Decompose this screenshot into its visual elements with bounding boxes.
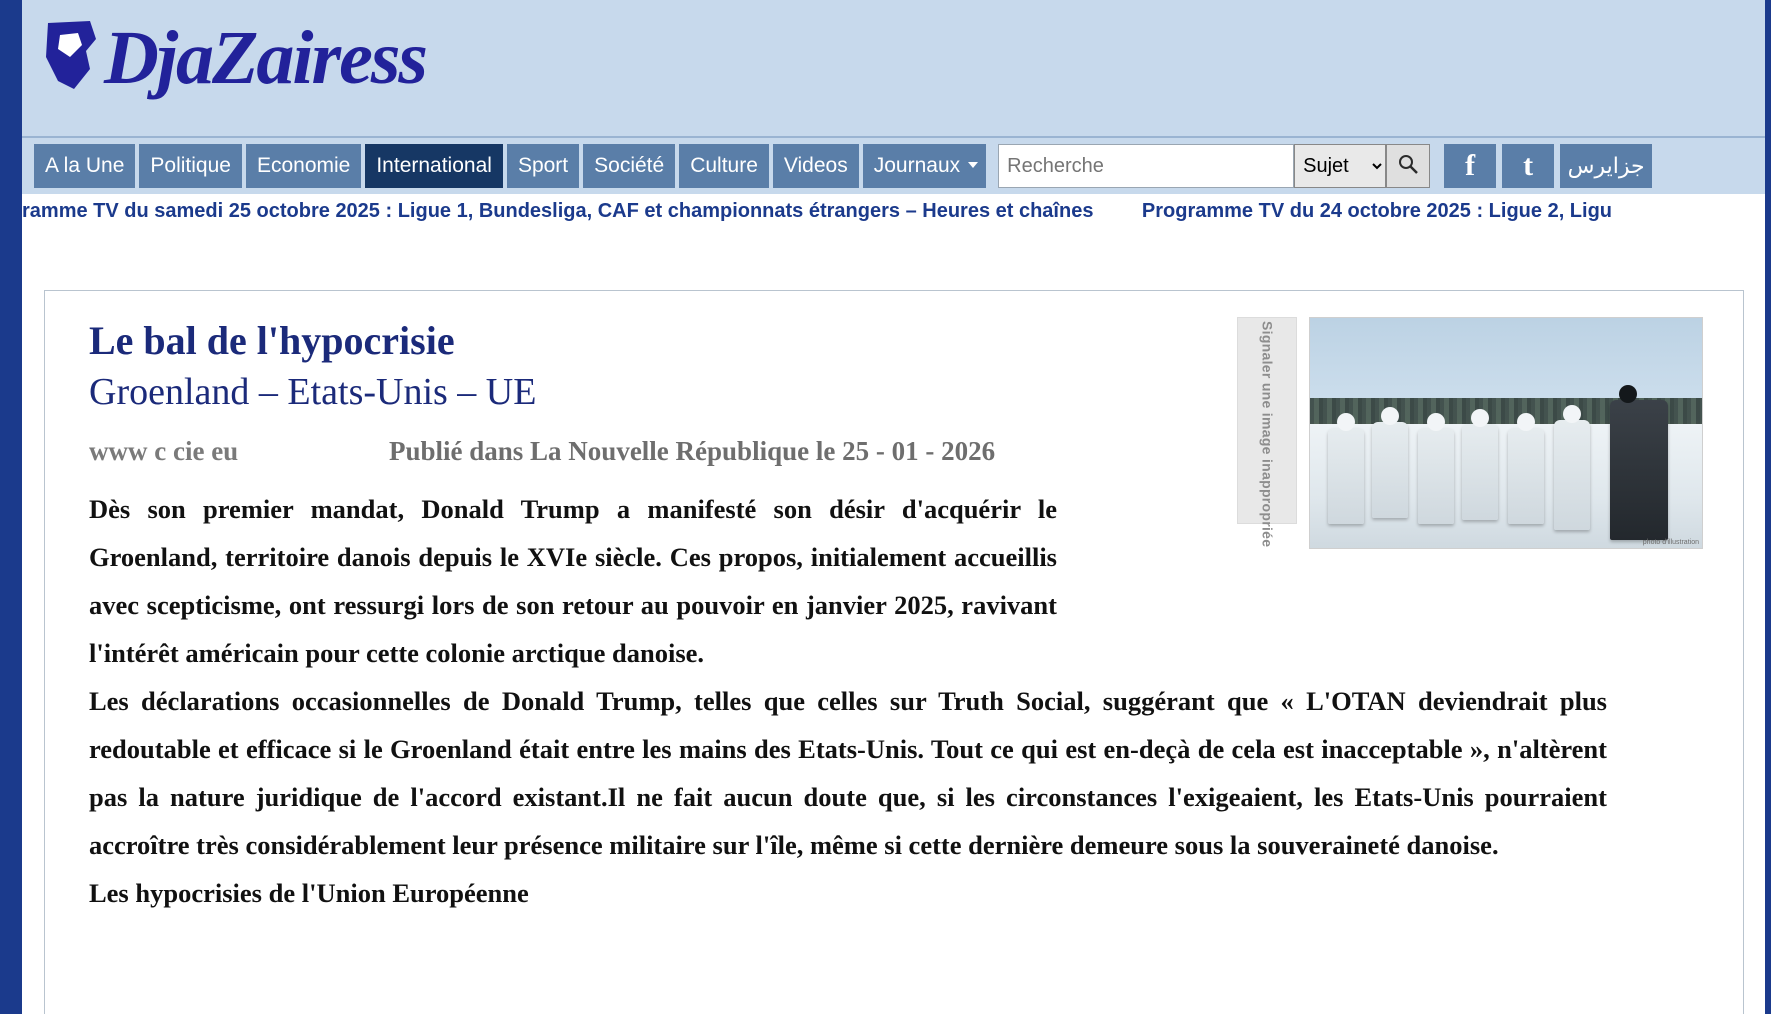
article-published: Publié dans La Nouvelle République le 25 - 01 - 2026 bbox=[389, 436, 996, 466]
photo-soldier bbox=[1462, 424, 1498, 520]
nav-item-a-la-une[interactable]: A la Une bbox=[34, 144, 135, 188]
arabic-version-button[interactable]: جزايرس bbox=[1560, 144, 1652, 188]
nav-item-international[interactable]: International bbox=[365, 144, 503, 188]
photo-soldier bbox=[1508, 428, 1544, 524]
nav-item-societe[interactable]: Société bbox=[583, 144, 675, 188]
article-subtitle: Groenland – Etats-Unis – UE bbox=[89, 371, 537, 413]
article-paragraph: Dès son premier mandat, Donald Trump a manifesté son désir d'acquérir le Groenland, territoire danois depuis le XVIe siècle. Ces propos, initialement accueillis avec scepticisme, ont ressurgi lors de son retour au pouvoir en janvier 2025, ravivant l'intérêt américain pour cette colonie arctique danoise. bbox=[89, 494, 1057, 668]
nav-item-sport[interactable]: Sport bbox=[507, 144, 579, 188]
article-source: www c cie eu bbox=[89, 436, 239, 466]
article-media bbox=[1237, 317, 1703, 549]
report-image-label: Signaler une image inappropriée bbox=[1259, 320, 1276, 547]
article-paragraph: Les hypocrisies de l'Union Européenne bbox=[89, 878, 529, 908]
search-area bbox=[998, 144, 1430, 188]
news-ticker bbox=[22, 194, 1765, 228]
nav-item-videos[interactable]: Videos bbox=[773, 144, 859, 188]
facebook-button[interactable]: f bbox=[1444, 144, 1496, 188]
photo-soldier bbox=[1328, 428, 1364, 524]
social-links bbox=[1444, 144, 1658, 188]
nav-item-journaux-label: Journaux bbox=[873, 154, 961, 177]
page-left-border bbox=[0, 0, 22, 1014]
article-paragraph: Les déclarations occasionnelles de Donald Trump, telles que celles sur Truth Social, suggérant que « L'OTAN deviendrait plus redoutable et efficace si le Groenland était entre les mains des Etats-Unis. Tout ce qui est en-deçà de cela est inacceptable », n'altèrent pas la nature juridique de l'accord existant.Il ne fait aucun doute que, si les circonstances l'exigeaient, les Etats-Unis pourraient accroître très considérablement leur présence militaire sur l'île, même si cette dernière demeure sous la souveraineté danoise. bbox=[89, 686, 1607, 860]
search-icon bbox=[1397, 153, 1419, 180]
photo-soldier bbox=[1418, 428, 1454, 524]
algeria-map-icon bbox=[40, 17, 102, 99]
page-title: Le bal de l'hypocrisie bbox=[89, 318, 455, 363]
nav-item-politique[interactable]: Politique bbox=[139, 144, 242, 188]
ticker-item[interactable]: Programme TV du 24 octobre 2025 : Ligue 2, Ligu bbox=[1141, 200, 1613, 222]
article-card bbox=[44, 290, 1744, 1014]
photo-soldier bbox=[1554, 420, 1590, 530]
site-header bbox=[22, 0, 1765, 138]
photo-soldier-foreground bbox=[1610, 400, 1668, 540]
photo-credit: photo d'illustration bbox=[1642, 539, 1699, 546]
nav-item-journaux[interactable] bbox=[863, 144, 986, 188]
search-input[interactable] bbox=[998, 144, 1294, 188]
nav-item-economie[interactable]: Economie bbox=[246, 144, 361, 188]
page-right-border bbox=[1765, 0, 1771, 1014]
ticker-item[interactable]: ramme TV du samedi 25 octobre 2025 : Ligue 1, Bundesliga, CAF et championnats étrangers – Heures et chaînes bbox=[22, 200, 1094, 222]
chevron-down-icon bbox=[968, 162, 978, 168]
report-image-button[interactable] bbox=[1237, 317, 1297, 547]
search-button[interactable] bbox=[1386, 144, 1430, 188]
article-photo bbox=[1309, 317, 1703, 549]
search-scope-select[interactable] bbox=[1294, 144, 1386, 188]
main-navigation bbox=[22, 138, 1765, 194]
nav-item-culture[interactable]: Culture bbox=[679, 144, 769, 188]
photo-soldier bbox=[1372, 422, 1408, 518]
twitter-button[interactable]: t bbox=[1502, 144, 1554, 188]
site-logo-text: DjaZairess bbox=[104, 16, 426, 100]
site-logo[interactable] bbox=[40, 6, 426, 110]
